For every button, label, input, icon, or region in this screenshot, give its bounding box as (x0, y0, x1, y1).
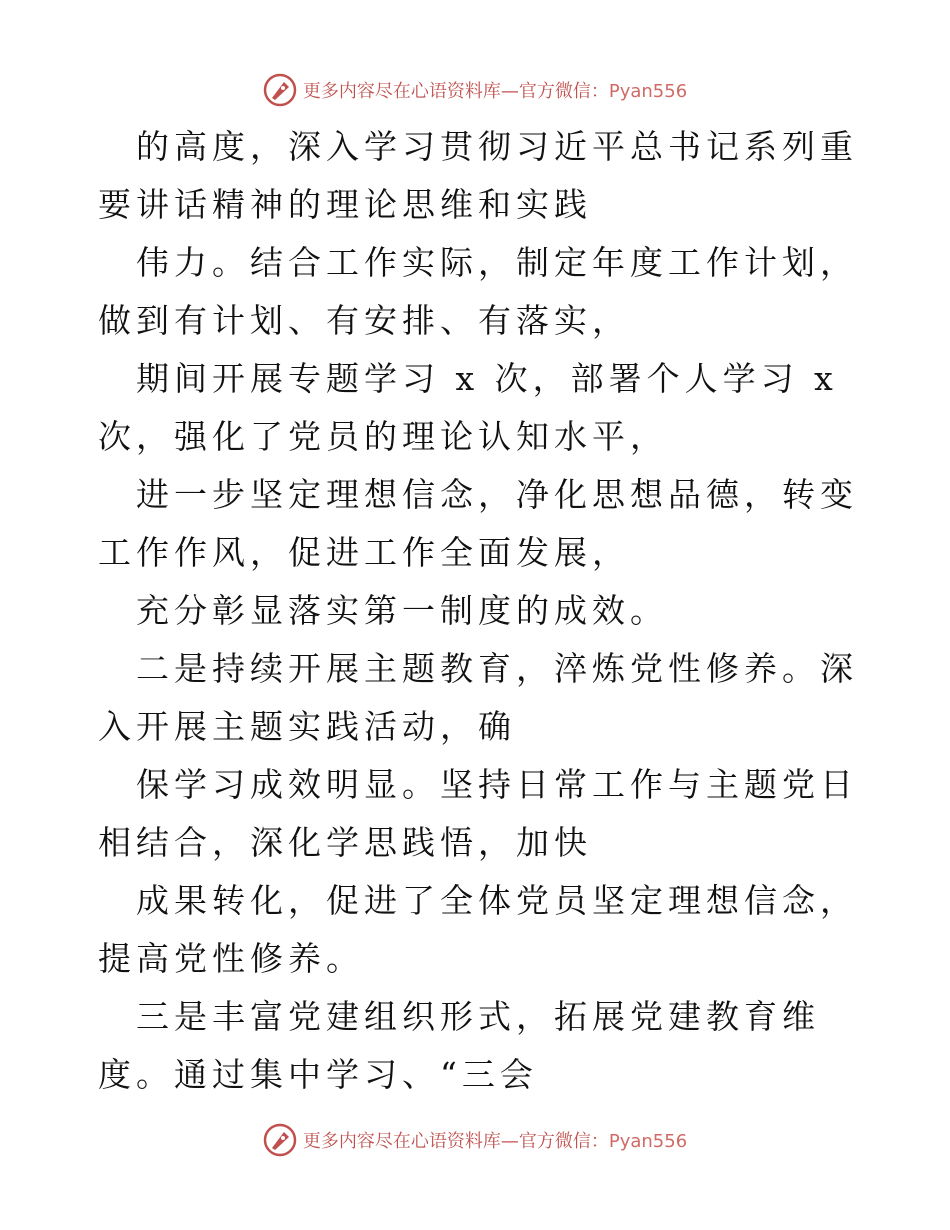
paragraph: 三是丰富党建组织形式，拓展党建教育维度。通过集中学习、“三会 (98, 997, 820, 1094)
document-body (98, 118, 858, 1104)
pen-nib-logo-icon (263, 1123, 297, 1157)
paragraph: 充分彰显落实第一制度的成效。 (136, 591, 668, 630)
paragraph: 伟力。结合工作实际，制定年度工作计划，做到有计划、有安排、有落实， (98, 243, 858, 340)
header-watermark (0, 70, 950, 110)
paragraph: 进一步坚定理想信念，净化思想品德，转变工作作风，促进工作全面发展， (98, 475, 858, 572)
watermark-text: 更多内容尽在心语资料库—官方微信：Pyan556 (302, 1131, 688, 1152)
paragraph: 成果转化，促进了全体党员坚定理想信念，提高党性修养。 (98, 881, 858, 978)
footer-watermark (0, 1120, 950, 1160)
paragraph: 二是持续开展主题教育，淬炼党性修养。深入开展主题实践活动，确 (98, 649, 858, 746)
watermark-text: 更多内容尽在心语资料库—官方微信：Pyan556 (302, 81, 688, 102)
paragraph: 保学习成效明显。坚持日常工作与主题党日相结合，深化学思践悟，加快 (98, 765, 858, 862)
paragraph: 的高度，深入学习贯彻习近平总书记系列重要讲话精神的理论思维和实践 (98, 127, 858, 224)
pen-nib-logo-icon (263, 73, 297, 107)
paragraph: 期间开展专题学习 x 次，部署个人学习 x 次，强化了党员的理论认知水平， (98, 359, 838, 456)
